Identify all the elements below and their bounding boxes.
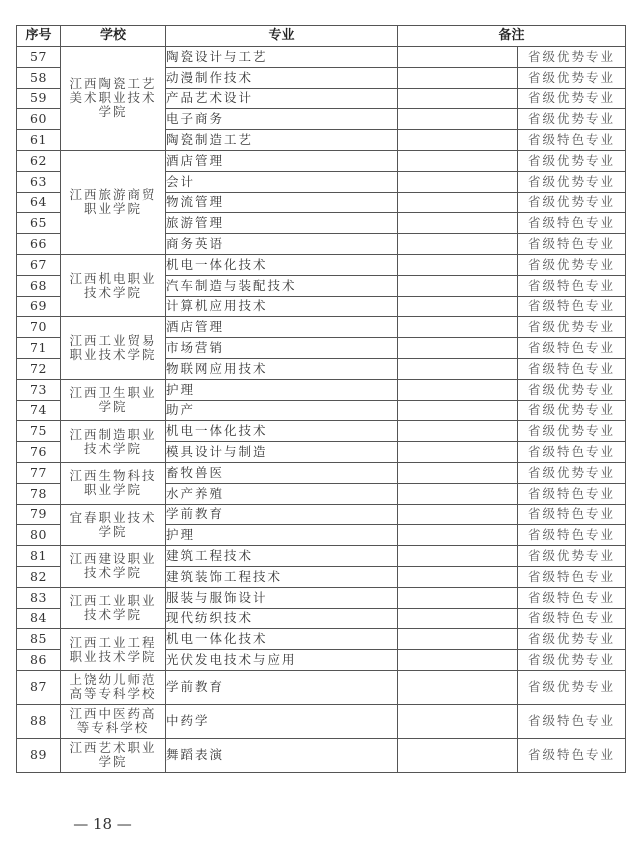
- note-badge: 省级优势专业: [518, 171, 626, 192]
- major-name: 物联网应用技术: [166, 358, 398, 379]
- empty-cell: [398, 275, 518, 296]
- major-name: 产品艺术设计: [166, 88, 398, 109]
- school-name: 江西艺术职业 学院: [61, 738, 166, 772]
- major-name: 机电一体化技术: [166, 629, 398, 650]
- header-major: 专业: [166, 26, 398, 47]
- table-body: [17, 47, 626, 773]
- table-row: [17, 670, 626, 704]
- empty-cell: [398, 442, 518, 463]
- note-badge: 省级特色专业: [518, 130, 626, 151]
- empty-cell: [398, 338, 518, 359]
- empty-cell: [398, 171, 518, 192]
- major-name: 光伏发电技术与应用: [166, 650, 398, 671]
- row-number: 67: [17, 254, 61, 275]
- row-number: 60: [17, 109, 61, 130]
- empty-cell: [398, 587, 518, 608]
- note-badge: 省级优势专业: [518, 670, 626, 704]
- major-name: 模具设计与制造: [166, 442, 398, 463]
- row-number: 69: [17, 296, 61, 317]
- table-row: [17, 150, 626, 171]
- empty-cell: [398, 213, 518, 234]
- note-badge: 省级优势专业: [518, 192, 626, 213]
- row-number: 85: [17, 629, 61, 650]
- row-number: 70: [17, 317, 61, 338]
- note-badge: 省级优势专业: [518, 400, 626, 421]
- empty-cell: [398, 67, 518, 88]
- row-number: 68: [17, 275, 61, 296]
- note-badge: 省级特色专业: [518, 442, 626, 463]
- table-row: [17, 379, 626, 400]
- header-school: 学校: [61, 26, 166, 47]
- note-badge: 省级特色专业: [518, 275, 626, 296]
- empty-cell: [398, 629, 518, 650]
- table-row: [17, 47, 626, 68]
- school-name: 江西工业工程 职业技术学院: [61, 629, 166, 671]
- school-name: 江西卫生职业 学院: [61, 379, 166, 421]
- row-number: 75: [17, 421, 61, 442]
- table-header-row: [17, 26, 626, 47]
- empty-cell: [398, 109, 518, 130]
- table-row: [17, 546, 626, 567]
- empty-cell: [398, 608, 518, 629]
- row-number: 83: [17, 587, 61, 608]
- major-name: 旅游管理: [166, 213, 398, 234]
- row-number: 77: [17, 462, 61, 483]
- empty-cell: [398, 254, 518, 275]
- row-number: 62: [17, 150, 61, 171]
- major-name: 物流管理: [166, 192, 398, 213]
- empty-cell: [398, 483, 518, 504]
- empty-cell: [398, 462, 518, 483]
- note-badge: 省级特色专业: [518, 587, 626, 608]
- header-no: 序号: [17, 26, 61, 47]
- major-name: 机电一体化技术: [166, 254, 398, 275]
- table-row: [17, 738, 626, 772]
- major-name: 机电一体化技术: [166, 421, 398, 442]
- school-name: 江西建设职业 技术学院: [61, 546, 166, 588]
- row-number: 81: [17, 546, 61, 567]
- empty-cell: [398, 358, 518, 379]
- note-badge: 省级优势专业: [518, 379, 626, 400]
- note-badge: 省级特色专业: [518, 338, 626, 359]
- note-badge: 省级优势专业: [518, 421, 626, 442]
- major-name: 陶瓷制造工艺: [166, 130, 398, 151]
- note-badge: 省级优势专业: [518, 254, 626, 275]
- row-number: 89: [17, 738, 61, 772]
- row-number: 63: [17, 171, 61, 192]
- empty-cell: [398, 738, 518, 772]
- empty-cell: [398, 566, 518, 587]
- row-number: 57: [17, 47, 61, 68]
- row-number: 84: [17, 608, 61, 629]
- major-name: 水产养殖: [166, 483, 398, 504]
- row-number: 82: [17, 566, 61, 587]
- major-name: 助产: [166, 400, 398, 421]
- school-name: 江西旅游商贸 职业学院: [61, 150, 166, 254]
- empty-cell: [398, 234, 518, 255]
- empty-cell: [398, 47, 518, 68]
- page-number: — 18 —: [73, 815, 132, 833]
- note-badge: 省级特色专业: [518, 525, 626, 546]
- note-badge: 省级特色专业: [518, 358, 626, 379]
- major-name: 陶瓷设计与工艺: [166, 47, 398, 68]
- note-badge: 省级优势专业: [518, 317, 626, 338]
- empty-cell: [398, 546, 518, 567]
- row-number: 66: [17, 234, 61, 255]
- table-row: [17, 254, 626, 275]
- table-row: [17, 587, 626, 608]
- empty-cell: [398, 192, 518, 213]
- row-number: 78: [17, 483, 61, 504]
- header-note: 备注: [398, 26, 626, 47]
- empty-cell: [398, 400, 518, 421]
- note-badge: 省级特色专业: [518, 566, 626, 587]
- empty-cell: [398, 504, 518, 525]
- note-badge: 省级特色专业: [518, 504, 626, 525]
- empty-cell: [398, 670, 518, 704]
- note-badge: 省级优势专业: [518, 47, 626, 68]
- major-name: 护理: [166, 379, 398, 400]
- school-name: 江西制造职业 技术学院: [61, 421, 166, 463]
- major-name: 现代纺织技术: [166, 608, 398, 629]
- major-name: 护理: [166, 525, 398, 546]
- major-name: 服装与服饰设计: [166, 587, 398, 608]
- row-number: 86: [17, 650, 61, 671]
- major-name: 酒店管理: [166, 150, 398, 171]
- note-badge: 省级优势专业: [518, 150, 626, 171]
- empty-cell: [398, 421, 518, 442]
- major-name: 电子商务: [166, 109, 398, 130]
- major-name: 商务英语: [166, 234, 398, 255]
- major-name: 动漫制作技术: [166, 67, 398, 88]
- note-badge: 省级特色专业: [518, 608, 626, 629]
- note-badge: 省级优势专业: [518, 109, 626, 130]
- note-badge: 省级特色专业: [518, 296, 626, 317]
- major-name: 畜牧兽医: [166, 462, 398, 483]
- school-name: 江西机电职业 技术学院: [61, 254, 166, 316]
- row-number: 79: [17, 504, 61, 525]
- empty-cell: [398, 130, 518, 151]
- note-badge: 省级优势专业: [518, 650, 626, 671]
- majors-table: [16, 25, 626, 773]
- major-name: 会计: [166, 171, 398, 192]
- major-name: 计算机应用技术: [166, 296, 398, 317]
- row-number: 59: [17, 88, 61, 109]
- row-number: 80: [17, 525, 61, 546]
- empty-cell: [398, 150, 518, 171]
- major-name: 建筑装饰工程技术: [166, 566, 398, 587]
- table-row: [17, 704, 626, 738]
- row-number: 71: [17, 338, 61, 359]
- school-name: 江西陶瓷工艺 美术职业技术 学院: [61, 47, 166, 151]
- school-name: 上饶幼儿师范 高等专科学校: [61, 670, 166, 704]
- table-row: [17, 462, 626, 483]
- note-badge: 省级优势专业: [518, 546, 626, 567]
- school-name: 江西生物科技 职业学院: [61, 462, 166, 504]
- school-name: 江西工业贸易 职业技术学院: [61, 317, 166, 379]
- empty-cell: [398, 88, 518, 109]
- note-badge: 省级优势专业: [518, 462, 626, 483]
- table-row: [17, 504, 626, 525]
- table-row: [17, 629, 626, 650]
- major-name: 汽车制造与装配技术: [166, 275, 398, 296]
- note-badge: 省级优势专业: [518, 629, 626, 650]
- empty-cell: [398, 525, 518, 546]
- note-badge: 省级特色专业: [518, 483, 626, 504]
- empty-cell: [398, 296, 518, 317]
- empty-cell: [398, 317, 518, 338]
- note-badge: 省级特色专业: [518, 704, 626, 738]
- school-name: 宜春职业技术 学院: [61, 504, 166, 546]
- major-name: 建筑工程技术: [166, 546, 398, 567]
- row-number: 76: [17, 442, 61, 463]
- row-number: 65: [17, 213, 61, 234]
- major-name: 酒店管理: [166, 317, 398, 338]
- note-badge: 省级特色专业: [518, 234, 626, 255]
- note-badge: 省级特色专业: [518, 738, 626, 772]
- row-number: 74: [17, 400, 61, 421]
- major-name: 学前教育: [166, 504, 398, 525]
- row-number: 73: [17, 379, 61, 400]
- row-number: 72: [17, 358, 61, 379]
- table-row: [17, 421, 626, 442]
- row-number: 64: [17, 192, 61, 213]
- empty-cell: [398, 379, 518, 400]
- school-name: 江西工业职业 技术学院: [61, 587, 166, 629]
- note-badge: 省级优势专业: [518, 88, 626, 109]
- major-name: 市场营销: [166, 338, 398, 359]
- major-name: 学前教育: [166, 670, 398, 704]
- row-number: 87: [17, 670, 61, 704]
- note-badge: 省级优势专业: [518, 67, 626, 88]
- row-number: 61: [17, 130, 61, 151]
- row-number: 88: [17, 704, 61, 738]
- table-row: [17, 317, 626, 338]
- note-badge: 省级特色专业: [518, 213, 626, 234]
- row-number: 58: [17, 67, 61, 88]
- major-name: 中药学: [166, 704, 398, 738]
- empty-cell: [398, 704, 518, 738]
- school-name: 江西中医药高 等专科学校: [61, 704, 166, 738]
- major-name: 舞蹈表演: [166, 738, 398, 772]
- empty-cell: [398, 650, 518, 671]
